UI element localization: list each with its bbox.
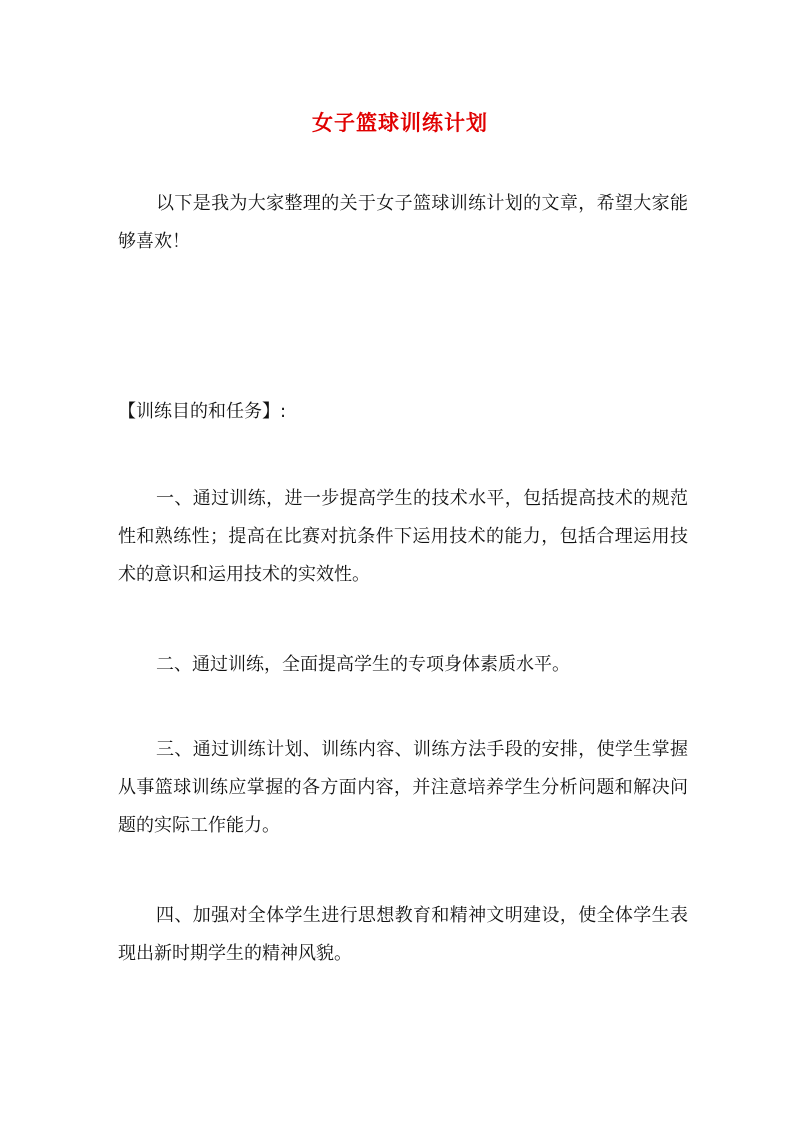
paragraph-item-1: 一、通过训练，进一步提高学生的技术水平，包括提高技术的规范性和熟练性；提高在比赛对抗条件下运用技术的能力，包括合理运用技术的意识和运用技术的实效性。 [118,488,688,585]
paragraph-item-2: 二、通过训练，全面提高学生的专项身体素质水平。 [156,654,570,675]
document-title: 女子篮球训练计划 [312,111,488,135]
paragraph-item-3: 三、通过训练计划、训练内容、训练方法手段的安排，使学生掌握从事篮球训练应掌握的各方面内容，并注意培养学生分析问题和解决问题的实际工作能力。 [118,739,688,836]
paragraph-item-4: 四、加强对全体学生进行思想教育和精神文明建设，使全体学生表现出新时期学生的精神风貌。 [118,905,688,964]
intro-paragraph: 以下是我为大家整理的关于女子篮球训练计划的文章，希望大家能够喜欢！ [118,193,688,252]
section-heading: 【训练目的和任务】: [118,401,287,422]
